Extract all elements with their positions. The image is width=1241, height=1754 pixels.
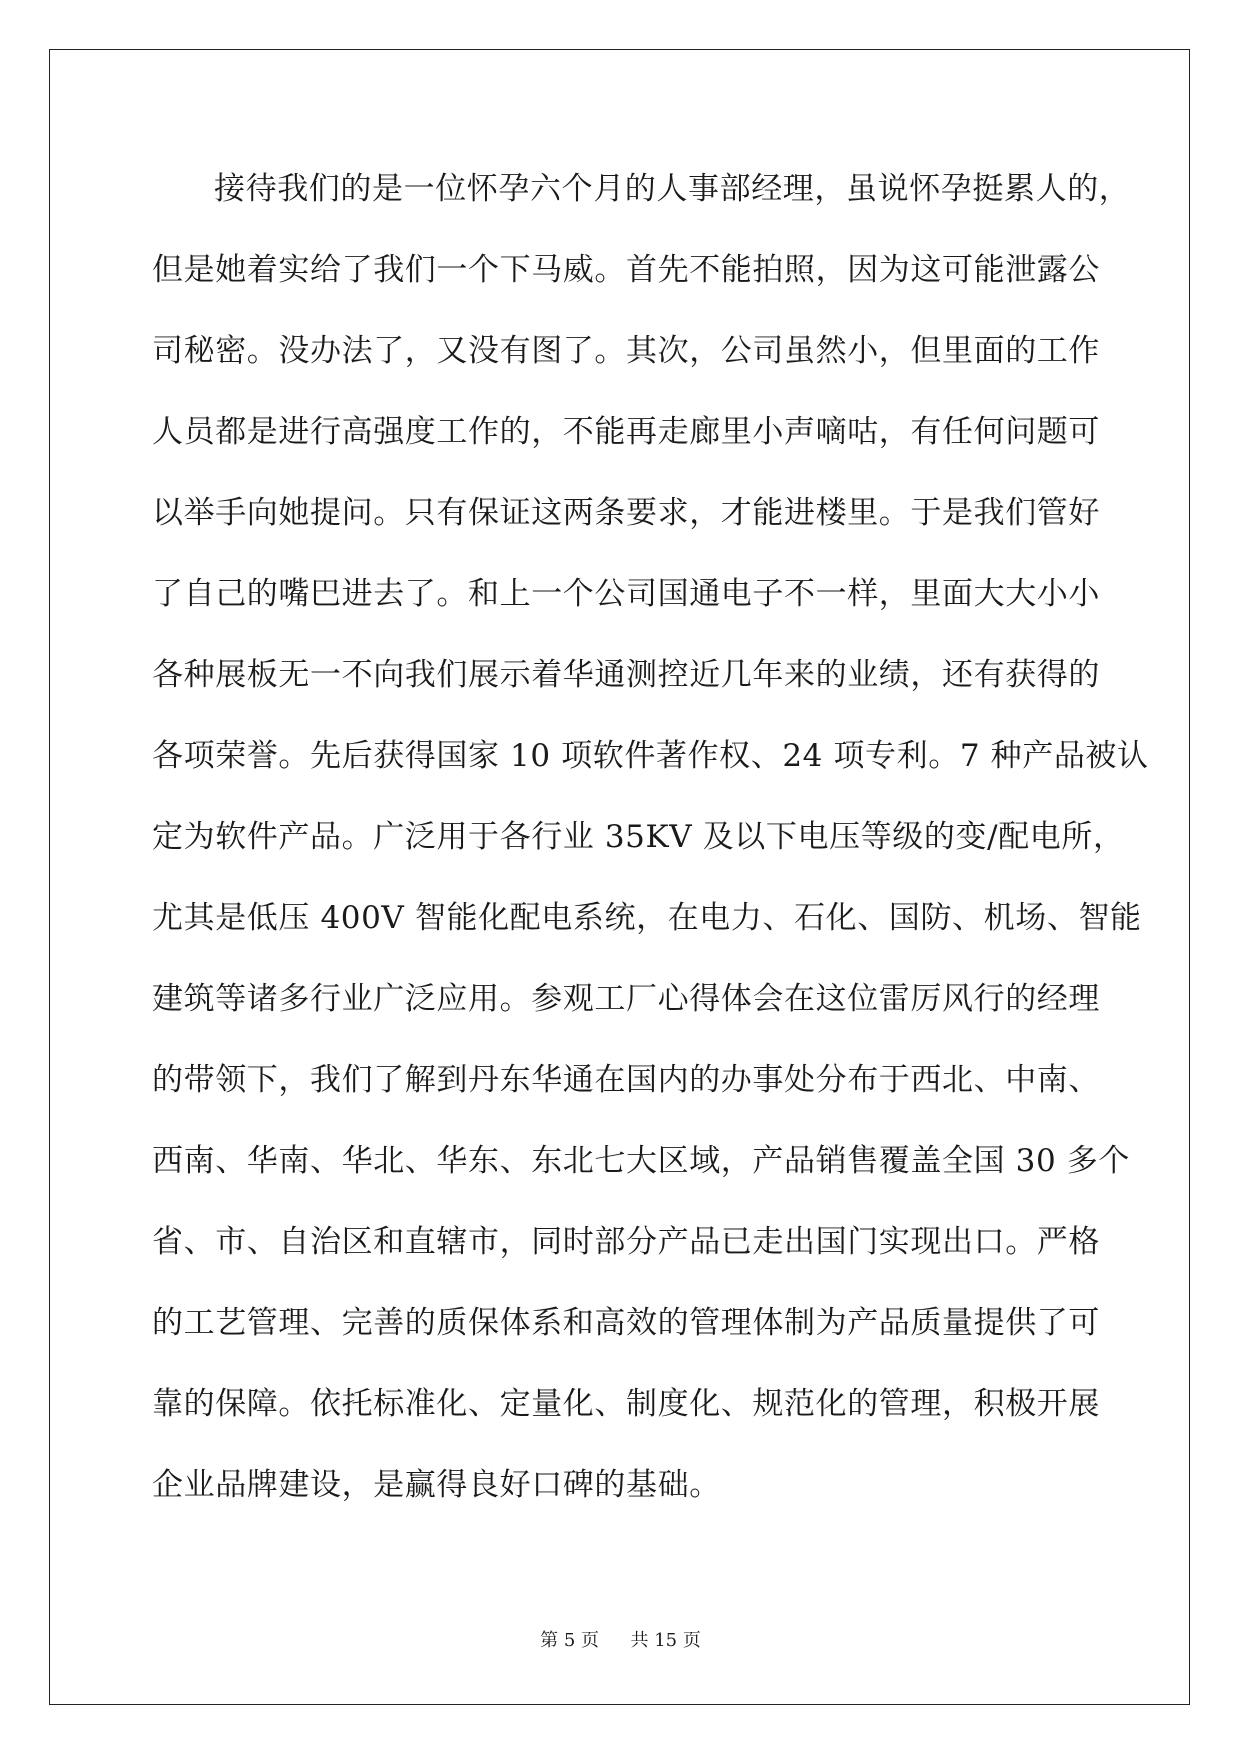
text-line: 以举手向她提问。只有保证这两条要求，才能进楼里。于是我们管好	[152, 495, 1100, 531]
text-line: 省、市、自治区和直辖市，同时部分产品已走出国门实现出口。严格	[152, 1224, 1100, 1260]
text-line: 企业品牌建设，是赢得良好口碑的基础。	[152, 1467, 721, 1503]
text-line: 定为软件产品。广泛用于各行业 35KV 及以下电压等级的变/配电所，	[152, 819, 1125, 855]
text-line: 但是她着实给了我们一个下马威。首先不能拍照，因为这可能泄露公	[152, 252, 1100, 288]
text-line: 尤其是低压 400V 智能化配电系统，在电力、石化、国防、机场、智能	[152, 900, 1142, 936]
page-footer	[0, 1626, 1241, 1652]
text-line: 西南、华南、华北、华东、东北七大区域，产品销售覆盖全国 30 多个	[152, 1143, 1130, 1179]
text-line: 了自己的嘴巴进去了。和上一个公司国通电子不一样，里面大大小小	[152, 576, 1100, 612]
page-total: 共 15 页	[630, 1630, 701, 1651]
text-line: 人员都是进行高强度工作的，不能再走廊里小声嘀咕，有任何问题可	[152, 414, 1100, 450]
text-line: 各种展板无一不向我们展示着华通测控近几年来的业绩，还有获得的	[152, 657, 1100, 693]
text-line: 靠的保障。依托标准化、定量化、制度化、规范化的管理，积极开展	[152, 1386, 1100, 1422]
body-paragraph	[152, 149, 1149, 1526]
text-line: 司秘密。没办法了，又没有图了。其次，公司虽然小，但里面的工作	[152, 333, 1100, 369]
text-line: 各项荣誉。先后获得国家 10 项软件著作权、24 项专利。7 种产品被认	[152, 738, 1149, 774]
page-number: 第 5 页	[540, 1630, 600, 1651]
text-line: 的带领下，我们了解到丹东华通在国内的办事处分布于西北、中南、	[152, 1062, 1100, 1098]
text-line: 的工艺管理、完善的质保体系和高效的管理体制为产品质量提供了可	[152, 1305, 1100, 1341]
text-line: 接待我们的是一位怀孕六个月的人事部经理，虽说怀孕挺累人的，	[214, 171, 1131, 207]
text-line: 建筑等诸多行业广泛应用。参观工厂心得体会在这位雷厉风行的经理	[152, 981, 1100, 1017]
